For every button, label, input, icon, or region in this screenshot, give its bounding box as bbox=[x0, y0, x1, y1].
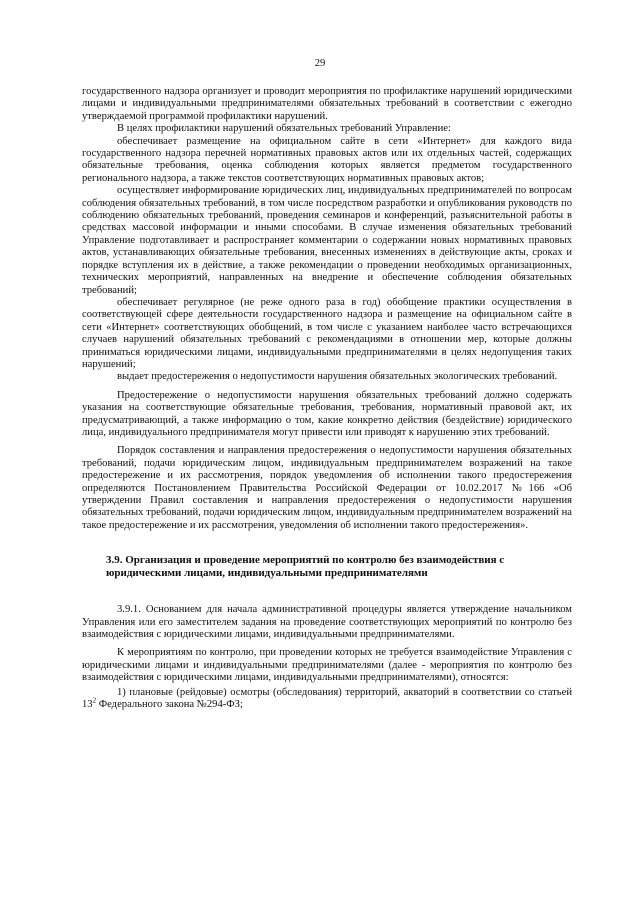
paragraph-generalization: обеспечивает регулярное (не реже одного раза в год) обобщение практики осуществления в соответствующей сфере деятельности государственного надзора и размещение на официальном сайте в сети «Интернет» соответствующих обобщений, в том числе с указанием наиболее часто встречающихся случаев нарушений обязательных требований с рекомендациями в отношении мер, которые должны приниматься юридическими лицами, индивидуальными предпринимателями в целях недопущения таких нарушений; bbox=[82, 296, 572, 370]
paragraph-continuation: государственного надзора организует и проводит мероприятия по профилактике нарушений юридическими лицами и индивидуальными предпринимателями обязательных требований в соответствии с ежегодно утверждаемой программой профилактики нарушений. bbox=[82, 86, 572, 122]
list-item-text: 1) плановые (рейдовые) осмотры (обследования) территорий, акваторий в соответствии со статьей 13 bbox=[82, 686, 572, 711]
paragraph-publication: обеспечивает размещение на официальном сайте в сети «Интернет» для каждого вида государственного надзора перечней нормативных правовых актов или их отдельных частей, содержащих обязательные требования, оценка соблюдения которых является предметом государственного регионального надзора, а также текстов соответствующих нормативных правовых актов; bbox=[82, 135, 572, 184]
list-item bbox=[82, 687, 572, 712]
document-body bbox=[82, 86, 572, 711]
paragraph-prevention-intro: В целях профилактики нарушений обязательных требований Управление: bbox=[117, 123, 451, 135]
section-heading: 3.9. Организация и проведение мероприятий по контролю без взаимодействия с юридическими лицами, индивидуальными предпринимателями bbox=[106, 554, 505, 580]
list-item-text-end: Федерального закона №294-ФЗ; bbox=[96, 699, 243, 711]
paragraph-warning-procedure: Порядок составления и направления предостережения о недопустимости нарушения обязательных требований, подачи юридическим лицом, индивидуальным предпринимателем возражений на такое предостережение и их рассмотрения, порядок уведомления об исполнении такого предостережения определяются Постановлением Правительства Российской Федерации от 10.02.2017 №166 «Об утверждении Правил составления и направления предостережения о недопустимости нарушения обязательных требований, подачи юридическим лицом, индивидуальным предпринимателем возражений на такое предостережение и их рассмотрения, уведомления об исполнении такого предостережения». bbox=[82, 445, 572, 531]
paragraph-basis: 3.9.1. Основанием для начала административной процедуры является утверждение начальником Управления или его заместителем задания на проведение соответствующих мероприятий по контролю без взаимодействия с юридическими лицами, индивидуальными предпринимателями. bbox=[82, 604, 572, 641]
paragraph-warning-content: Предостережение о недопустимости нарушения обязательных требований должно содержать указания на соответствующие обязательные требования, требования, нормативный правовой акт, их предусматривающий, а также информацию о том, какие конкретно действия (бездействие) юридического лица, индивидуального предпринимателя могут привести или приводят к нарушению этих требований. bbox=[82, 389, 572, 438]
article-superscript: 2 bbox=[92, 696, 97, 705]
paragraph-warnings: выдает предостережения о недопустимости нарушения обязательных экологических требований. bbox=[117, 371, 558, 383]
paragraph-control-measures: К мероприятиям по контролю, при проведении которых не требуется взаимодействие Управления с юридическими лицами и индивидуальными предпринимателями (далее - мероприятия по контролю без взаимодействия с юридическими лицами, индивидуальными предпринимателями), относятся: bbox=[82, 647, 572, 684]
paragraph-informing: осуществляет информирование юридических лиц, индивидуальных предпринимателей по вопросам соблюдения обязательных требований, в том числе посредством разработки и опубликования руководств по соблюдению обязательных требований, проведения семинаров и конференций, разъяснительной работы в средствах массовой информации и иными способами. В случае изменения обязательных требований Управление подготавливает и распространяет комментарии о содержании новых нормативных правовых актов, устанавливающих обязательные требования, внесенных изменениях в действующие акты, сроках и порядке вступления их в действие, а также рекомендации о проведении необходимых организационных, технических мероприятий, направленных на внедрение и обеспечение соблюдения обязательных требований; bbox=[82, 185, 572, 296]
page-number: 29 bbox=[314, 58, 326, 69]
